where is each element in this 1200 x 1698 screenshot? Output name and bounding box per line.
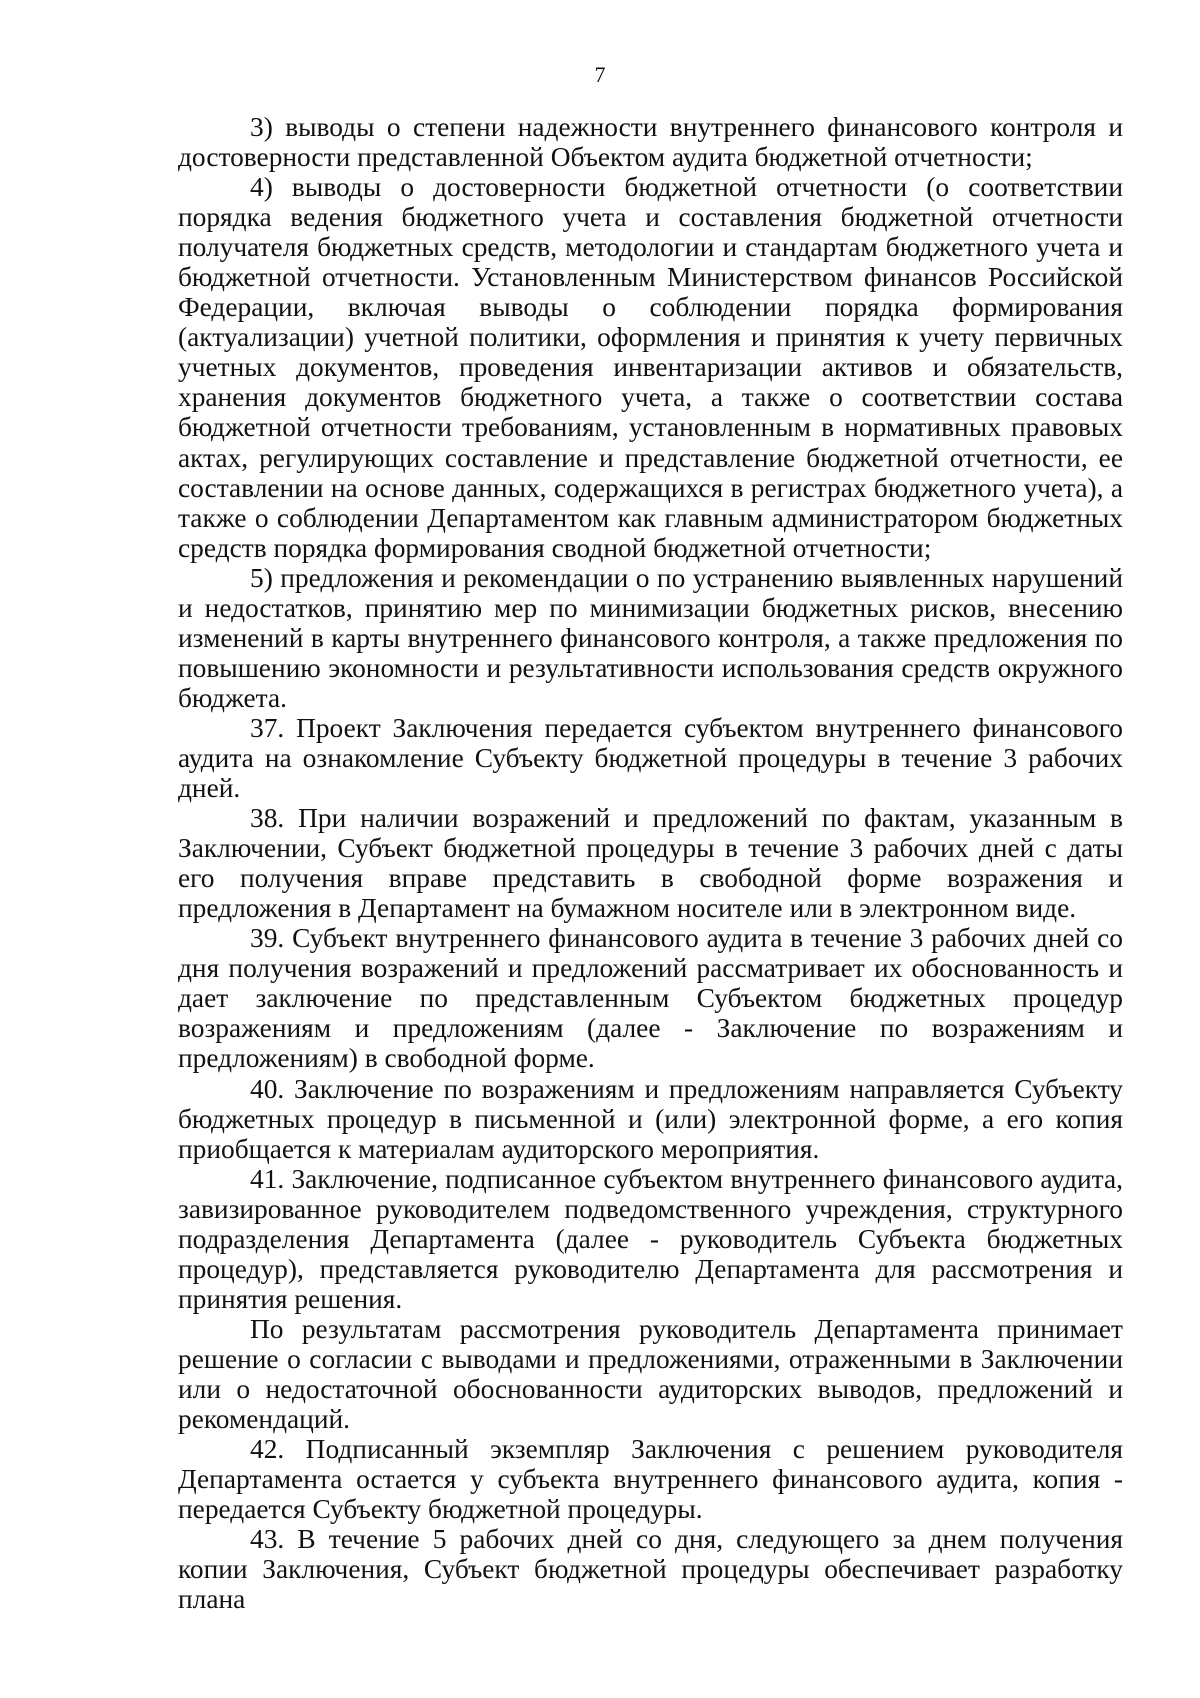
page-number: 7 (594, 62, 606, 87)
paragraph: 43. В течение 5 рабочих дней со дня, следующего за днем получения копии Заключения, Субъект бюджетной процедуры обеспечивает разработку плана (178, 1524, 1123, 1615)
paragraph: 41. Заключение, подписанное субъектом внутреннего финансового аудита, завизированное руководителем подведомственного учреждения, структурного подразделения Департамента (далее - руководитель Субъекта бюджетных процедур), представляется руководителю Департамента для рассмотрения и принятия решения. (178, 1163, 1123, 1314)
paragraph: По результатам рассмотрения руководитель Департамента принимает решение о согласии с выводами и предложениями, отраженными в Заключении или о недостаточной обоснованности аудиторских выводов, предложений и рекомендаций. (178, 1313, 1123, 1435)
paragraph: 3) выводы о степени надежности внутреннего финансового контроля и достоверности представленной Объектом аудита бюджетной отчетности; (178, 112, 1123, 173)
document-body (178, 112, 1123, 1614)
paragraph: 5) предложения и рекомендации о по устранению выявленных нарушений и недостатков, принятию мер по минимизации бюджетных рисков, внесению изменений в карты внутреннего финансового контроля, а также предложения по повышению экономности и результативности использования средств окружного бюджета. (178, 562, 1123, 713)
paragraph: 39. Субъект внутреннего финансового аудита в течение 3 рабочих дней со дня получения возражений и предложений рассматривает их обоснованность и дает заключение по представленным Субъектом бюджетных процедур возражениям и предложениям (далее - Заключение по возражениям и предложениям) в свободной форме. (178, 923, 1123, 1074)
paragraph: 40. Заключение по возражениям и предложениям направляется Субъекту бюджетных процедур в письменной и (или) электронной форме, а его копия приобщается к материалам аудиторского мероприятия. (178, 1073, 1123, 1164)
paragraph: 42. Подписанный экземпляр Заключения с решением руководителя Департамента остается у субъекта внутреннего финансового аудита, копия - передается Субъекту бюджетной процедуры. (178, 1434, 1123, 1525)
paragraph: 38. При наличии возражений и предложений по фактам, указанным в Заключении, Субъект бюджетной процедуры в течение 3 рабочих дней с даты его получения вправе представить в свободной форме возражения и предложения в Департамент на бумажном носителе или в электронном виде. (178, 803, 1123, 924)
paragraph: 37. Проект Заключения передается субъектом внутреннего финансового аудита на ознакомление Субъекту бюджетной процедуры в течение 3 рабочих дней. (178, 712, 1123, 804)
paragraph: 4) выводы о достоверности бюджетной отчетности (о соответствии порядка ведения бюджетного учета и составления бюджетной отчетности получателя бюджетных средств, методологии и стандартам бюджетного учета и бюджетной отчетности. Установленным Министерством финансов Российской Федерации, включая выводы о соблюдении порядка формирования (актуализации) учетной политики, оформления и принятия к учету первичных учетных документов, проведения инвентаризации активов и обязательств, хранения документов бюджетного учета, а также о соответствии состава бюджетной отчетности требованиям, установленным в нормативных правовых актах, регулирующих составление и представление бюджетной отчетности, ее составлении на основе данных, содержащихся в регистрах бюджетного учета), а также о соблюдении Департаментом как главным администратором бюджетных средств порядка формирования сводной бюджетной отчетности; (178, 172, 1123, 563)
